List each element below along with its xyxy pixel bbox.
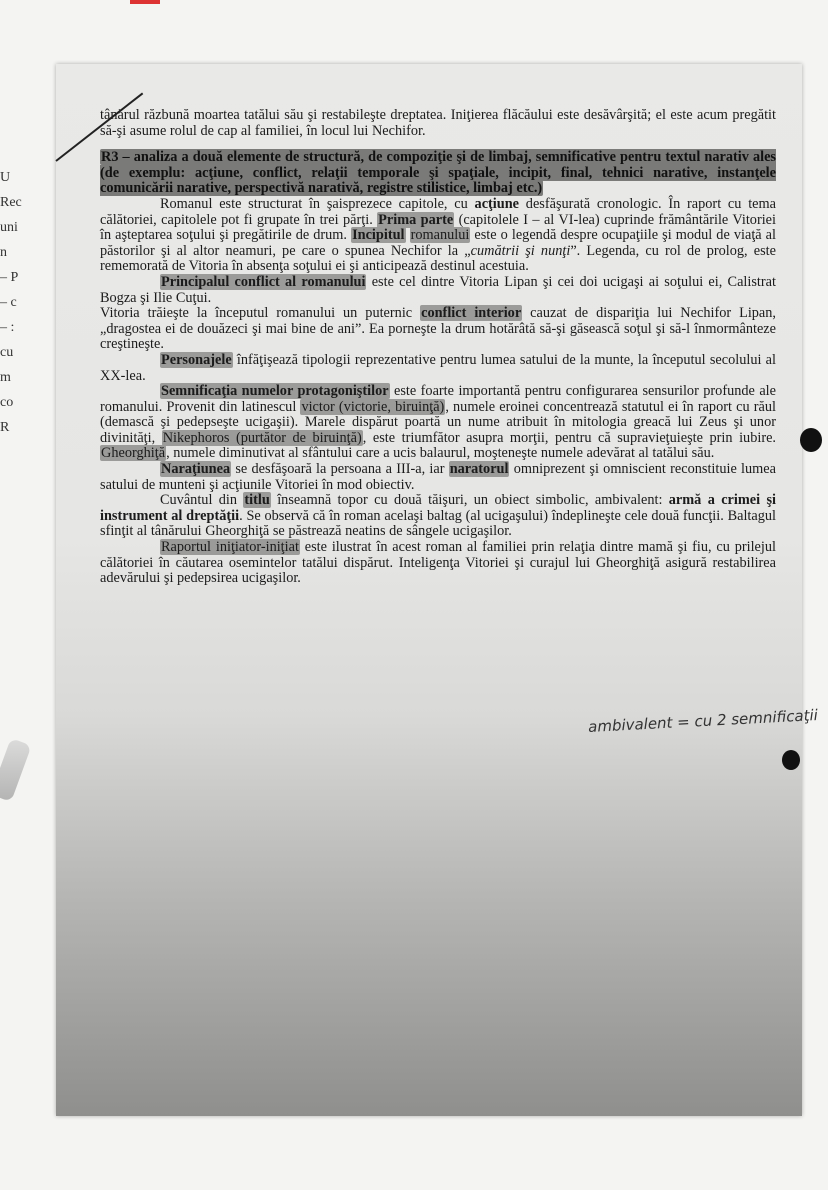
highlighted-text: Naraţiunea [161, 461, 231, 478]
text-segment: omniprezent şi omniscient reconstituie lumea satului de munteni şi acţiunile Vitoriei în mod obiectiv. [100, 461, 776, 493]
text-segment: acţiune [474, 195, 520, 212]
punch-hole [800, 428, 822, 452]
margin-fragment: – c [0, 295, 17, 310]
highlighted-text: naratorul [449, 461, 509, 478]
paragraph [100, 540, 776, 587]
highlighted-text: Prima parte [378, 211, 454, 228]
document-body [100, 108, 776, 587]
text-segment [406, 227, 410, 243]
text-segment: armă a crimei şi instrument al dreptăţii [100, 492, 776, 524]
paragraph [100, 493, 776, 540]
text-segment: (capitolele I – al VI-lea) cuprinde frământările Vitoriei în aşteptarea soţului şi pregătirile de drum. [100, 211, 776, 244]
text-segment: cumătrii şi nunţi [470, 242, 571, 259]
text-segment: înfăţişează tipologii reprezentative pentru lumea satului de la munte, la începutul secolului al XX-lea. [100, 351, 776, 384]
margin-fragment: – : [0, 320, 15, 335]
text-segment: este cel dintre Vitoria Lipan şi cei doi ucigaşi ai soţului ei, Calistrat Bogza şi Ilie Cuţui. [100, 273, 776, 306]
text-segment: , numele eroinei concentrează statutul ei în raport cu răul (demască şi pedepseşte ucigaşii). Marele dispărut poartă un nume atribuit în mitologia greacă lui Zeus şi unor divinităţi, [100, 398, 776, 446]
margin-fragment: uni [0, 220, 18, 235]
highlighted-text: Incipitul [352, 227, 405, 244]
text-segment: tânărul răzbună moartea tatălui său şi restabileşte dreptatea. Iniţierea flăcăului este desăvârşită; el este acum pregătit să-şi asume rolul de cap al familiei, în locul lui Nechifor. [100, 107, 776, 139]
margin-fragment: n [0, 245, 7, 260]
highlighted-text: Gheorghiţă [101, 445, 166, 462]
highlighted-text: Nikephoros (purtător de biruinţă) [162, 429, 362, 446]
text-segment: cauzat de dispariţia lui Nechifor Lipan, „dragostea ei de douăzeci şi mai bine de ani”. Ea porneşte la drum hotărâtă să-şi găsească soţul şi să-l înmormânteze creştineşte. [100, 305, 777, 353]
margin-fragment: cu [0, 345, 14, 360]
margin-fragment: Rec [0, 195, 22, 210]
text-segment: se desfăşoară la persoana a III-a, iar [231, 461, 449, 478]
text-segment: este o legendă despre ocupaţiile şi modul de viaţă al păstorilor şi al altor neamuri, pe care o spunea Nechifor la „ [100, 227, 777, 259]
paragraph [100, 462, 776, 493]
margin-fragment: co [0, 395, 14, 410]
paragraph [100, 306, 776, 353]
highlighted-text: victor (victorie, biruinţă) [301, 398, 445, 415]
margin-fragment: U [0, 170, 11, 185]
punch-hole [782, 750, 800, 770]
text-segment: înseamnă topor cu două tăişuri, un obiect simbolic, ambivalent: [270, 492, 669, 509]
text-segment: , este triumfător asupra morţii, pentru că supravieţuieşte prin iubire. [362, 429, 776, 446]
paragraph [100, 197, 776, 275]
text-segment: Romanul este structurat în şaisprezece capitole, cu [160, 195, 475, 212]
highlighted-text: Raportul iniţiator-iniţiat [161, 539, 299, 556]
highlighted-text: romanului [410, 227, 470, 244]
paragraph [100, 275, 776, 306]
highlighted-text: conflict interior [421, 305, 522, 322]
text-segment: Vitoria trăieşte la începutul romanului un puternic [100, 305, 421, 322]
highlighted-text: titlu [244, 492, 270, 509]
paragraph [100, 353, 776, 384]
adjacent-page-margin [0, 170, 40, 445]
paragraph [100, 384, 776, 462]
highlighted-text: R3 – analiza a două elemente de structură, de compoziţie şi de limbaj, semnificative pentru textul narativ ales (de exemplu: acţiune, conflict, relaţii temporale şi spaţiale, incipit, final, tehnici narative, instanţele comunicării narative, perspectivă narativă, registre stilistice, limbaj etc.) [100, 149, 776, 197]
text-segment: este ilustrat în acest roman al familiei prin relaţia dintre mamă şi fiu, cu prilejul călătoriei în căutarea osemintelor tatălui dispărut. Inteligenţa Vitoriei şi curajul lui Gheorghiţă asigură restabilirea adevărului şi pedepsirea ucigaşilor. [100, 539, 776, 587]
red-mark [130, 0, 160, 4]
text-segment: . Se observă că în roman acelaşi baltag (al ucigaşului) îndeplineşte cele două funcţii. Baltagul sfinţit al tânărului Gheorghiţă se păstrează neatins de sângele ucigaşilor. [100, 507, 777, 540]
highlighted-text: Principalul conflict al romanului [161, 273, 366, 290]
text-segment: , numele diminutivat al sfântului care a ucis balaurul, moşteneşte numele adevărat al tatălui său. [166, 445, 715, 462]
paragraph [100, 108, 776, 139]
handwritten-note: ambivalent = cu 2 semnificaţii [587, 705, 819, 737]
margin-fragment: R [0, 420, 10, 435]
text-segment: este foarte importantă pentru configurarea sensurilor profunde ale romanului. Provenit din latinescul [100, 383, 776, 415]
margin-fragment: m [0, 370, 11, 385]
highlighted-text: Personajele [161, 351, 232, 368]
text-segment: ”. Legenda, cu rol de prolog, este rememorată de Vitoria în absenţa soţului ei şi anticipează destinul acestuia. [100, 242, 776, 275]
section-heading [100, 150, 776, 197]
highlighted-text: Semnificaţia numelor protagoniştilor [161, 383, 389, 400]
margin-fragment: – P [0, 270, 19, 285]
text-segment: desfăşurată cronologic. În raport cu tema călătoriei, capitolele pot fi grupate în trei părţi. [100, 195, 776, 228]
text-segment: Cuvântul din [160, 492, 244, 509]
pen-edge [0, 738, 32, 802]
